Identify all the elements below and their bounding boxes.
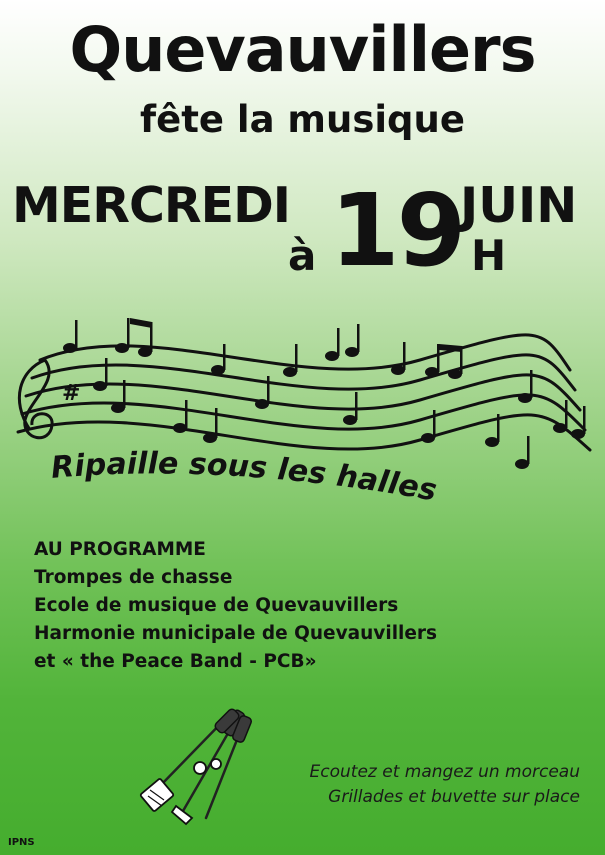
program-item: Harmonie municipale de Quevauvillers [34, 623, 438, 644]
poster-subtitle: fête la musique [140, 98, 465, 141]
curved-slogan [0, 430, 605, 540]
date-month: JUIN [460, 177, 578, 234]
program-item: Ecole de musique de Quevauvillers [34, 595, 399, 616]
date-preposition: à [288, 231, 317, 280]
tagline-line2: Grillades et buvette sur place [328, 787, 580, 807]
svg-text:Ripaille sous les halles [50, 446, 440, 508]
program-item: et « the Peace Band - PCB» [34, 651, 317, 672]
date-weekday: MERCREDI [12, 177, 291, 234]
date-day-number: 19 [330, 172, 464, 289]
tagline [270, 760, 580, 810]
program-list [34, 536, 437, 676]
footer-ipns: IPNS [8, 837, 35, 848]
svg-text:#: # [62, 381, 81, 406]
barbecue-tools-icon [138, 706, 256, 826]
tagline-line1: Ecoutez et mangez un morceau [309, 762, 580, 782]
program-item: Trompes de chasse [34, 567, 233, 588]
program-heading: AU PROGRAMME [34, 539, 206, 560]
poster-title: Quevauvillers [69, 13, 536, 86]
curved-slogan-text: Ripaille sous les halles [49, 446, 440, 509]
date-hour-unit: H [471, 231, 507, 280]
